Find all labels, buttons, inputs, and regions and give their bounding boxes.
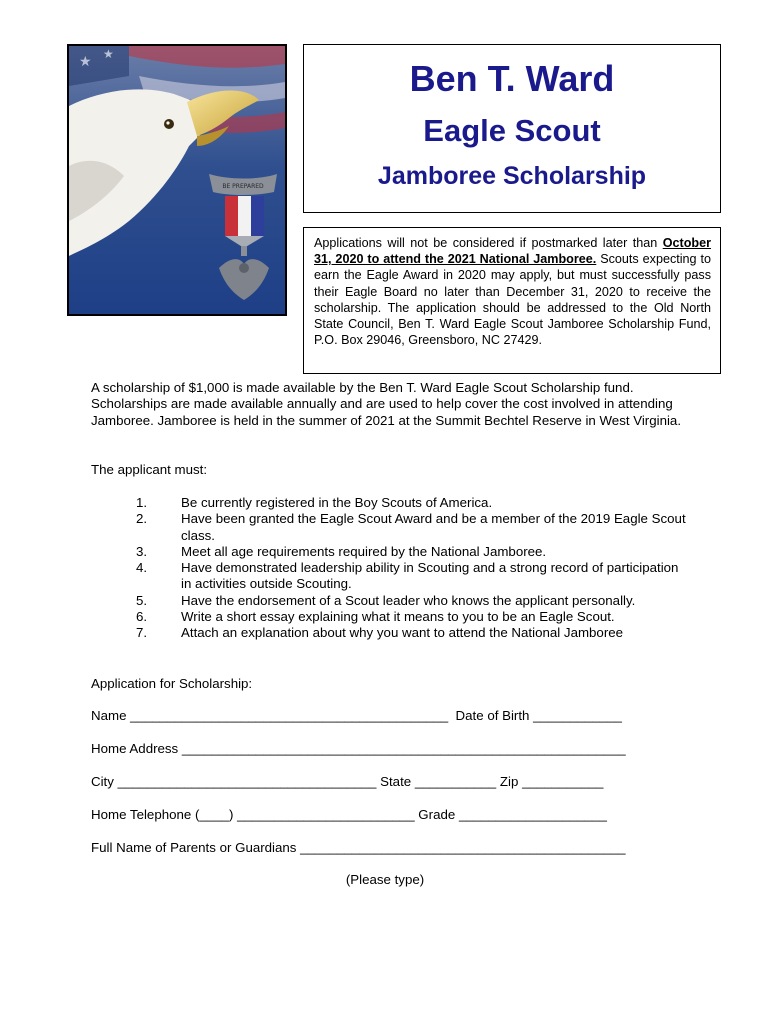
list-number: 4. <box>136 560 148 576</box>
list-text: Meet all age requirements required by the National Jamboree. <box>181 543 547 559</box>
list-item <box>110 495 690 511</box>
title-box <box>303 44 721 213</box>
list-number: 5. <box>136 592 148 608</box>
intro-paragraph: A scholarship of $1,000 is made available by the Ben T. Ward Eagle Scout Scholarship fund. Scholarships are made available annually and are used to help cover the cost involved in attending Jamboree. Jamboree is held in the summer of 2021 at the Summit Bechtel Reserve in West Virginia. <box>91 380 682 428</box>
list-number: 1. <box>136 495 148 510</box>
list-text: Be currently registered in the Boy Scouts of America. <box>181 495 493 510</box>
requirements-list <box>110 495 690 642</box>
list-item <box>110 625 690 641</box>
svg-text:★: ★ <box>79 54 92 70</box>
please-type-note: (Please type) <box>345 872 425 887</box>
list-number: 3. <box>136 543 148 559</box>
scholarship-name: Ben T. Ward <box>409 58 615 99</box>
list-number: 6. <box>136 609 148 625</box>
list-text: Have demonstrated leadership ability in Scouting and a strong record of participation in activities outside Scouting. <box>181 560 679 592</box>
telephone-grade-field[interactable]: Home Telephone (____) ________________________ Grade ____________________ <box>91 807 607 822</box>
list-item <box>110 609 690 625</box>
list-item <box>110 560 690 593</box>
name-dob-field[interactable]: Name ___________________________________________ Date of Birth ____________ <box>91 708 622 723</box>
notice-text-2: Scouts expecting to earn the Eagle Award in 2020 may apply, but must successfully pass their Eagle Board no later than December 31, 2020 to receive the scholarship. The application should be addressed to the Old North State Council, Ben T. Ward Eagle Scout Jamboree Scholarship Fund, P.O. Box 29046, Greensboro, NC 27429. <box>314 252 711 348</box>
scholarship-program: Jamboree Scholarship <box>377 162 647 190</box>
application-heading: Application for Scholarship: <box>91 676 253 691</box>
list-item <box>110 511 690 544</box>
eagle-flag-medal-image <box>67 44 287 316</box>
list-number: 7. <box>136 625 148 641</box>
scholarship-subtitle: Eagle Scout <box>423 113 601 148</box>
svg-text:★: ★ <box>103 47 114 61</box>
list-text: Have been granted the Eagle Scout Award and be a member of the 2019 Eagle Scout class. <box>181 511 686 543</box>
list-number: 2. <box>136 511 148 527</box>
application-notice <box>303 227 721 374</box>
medal-scroll-text: BE PREPARED <box>222 183 264 190</box>
parents-field[interactable]: Full Name of Parents or Guardians ____________________________________________ <box>91 840 626 855</box>
applicant-must-label: The applicant must: <box>91 462 208 477</box>
notice-deadline: October 31, 2020 to attend the 2021 National Jamboree. <box>314 236 711 267</box>
list-item <box>110 593 690 609</box>
list-text: Have the endorsement of a Scout leader who knows the applicant personally. <box>181 592 636 608</box>
home-address-field[interactable]: Home Address ____________________________________________________________ <box>91 741 626 756</box>
list-item <box>110 544 690 560</box>
list-text: Attach an explanation about why you want to attend the National Jamboree <box>181 625 624 641</box>
notice-text-1: Applications will not be considered if postmarked later than <box>314 236 663 250</box>
city-state-zip-field[interactable]: City ___________________________________ State ___________ Zip ___________ <box>91 774 604 789</box>
list-text: Write a short essay explaining what it means to you to be an Eagle Scout. <box>181 609 615 625</box>
